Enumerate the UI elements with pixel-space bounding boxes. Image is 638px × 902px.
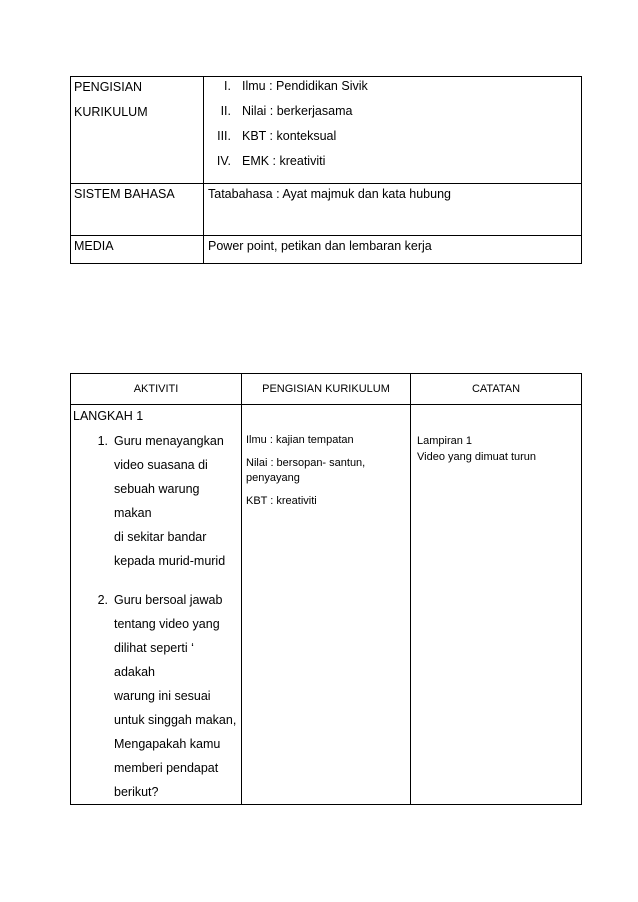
- activity-table: [70, 373, 582, 805]
- activity-header-row: [71, 374, 582, 405]
- step-line: Mengapakah kamu: [114, 737, 221, 751]
- header-pengisian-kurikulum: PENGISIAN KURIKULUM: [242, 374, 411, 405]
- step-line: sebuah warung makan: [114, 482, 200, 520]
- step-line: di sekitar bandar: [114, 530, 207, 544]
- row-sistem-bahasa: [71, 184, 582, 236]
- step-line: Guru menayangkan: [114, 434, 224, 448]
- kurikulum-ilmu: Ilmu : kajian tempatan: [246, 434, 354, 446]
- label-kurikulum: KURIKULUM: [74, 105, 148, 119]
- kurikulum-kbt: KBT : kreativiti: [246, 495, 317, 507]
- label-cell: [71, 77, 204, 184]
- activity-body-row: [71, 405, 582, 805]
- row-media: [71, 236, 582, 264]
- catatan-lampiran: Lampiran 1: [417, 435, 473, 447]
- item-number: III.: [217, 129, 231, 143]
- curriculum-list-cell: [204, 77, 582, 184]
- value-sistem-bahasa: Tatabahasa : Ayat majmuk dan kata hubung: [208, 187, 451, 201]
- kurikulum-nilai: Nilai : bersopan- santun, penyayang: [246, 457, 366, 484]
- step-item: [71, 588, 241, 804]
- step-line: video suasana di: [114, 458, 208, 472]
- step-line: Guru bersoal jawab: [114, 593, 223, 607]
- item-text: Nilai : berkerjasama: [242, 104, 353, 118]
- item-number: IV.: [216, 154, 231, 168]
- step-number: 1.: [97, 434, 108, 448]
- curriculum-item: [208, 101, 581, 126]
- item-text: KBT : konteksual: [242, 129, 337, 143]
- label-sistem-bahasa: SISTEM BAHASA: [74, 187, 175, 201]
- aktiviti-cell: [71, 405, 242, 805]
- step-line: untuk singgah makan,: [114, 713, 237, 727]
- step-line: memberi pendapat: [114, 761, 219, 775]
- langkah-title: LANGKAH 1: [73, 409, 144, 423]
- step-list: [71, 429, 241, 804]
- step-text: [114, 588, 238, 804]
- step-item: [71, 429, 241, 573]
- curriculum-item: [208, 126, 581, 151]
- step-line: tentang video yang: [114, 617, 220, 631]
- step-number: 2.: [97, 593, 108, 607]
- label-media: MEDIA: [74, 239, 114, 253]
- header-aktiviti: AKTIVITI: [71, 374, 242, 405]
- item-number: II.: [220, 104, 231, 118]
- item-number: I.: [224, 79, 231, 93]
- curriculum-item: [208, 77, 581, 101]
- lesson-info-table: [70, 76, 582, 264]
- step-line: berikut?: [114, 785, 159, 799]
- catatan-video: Video yang dimuat turun: [417, 451, 537, 463]
- step-line: dilihat seperti ‘ adakah: [114, 641, 194, 679]
- row-pengisian-kurikulum: [71, 77, 582, 184]
- step-text: [114, 429, 238, 573]
- step-line: warung ini sesuai: [114, 689, 211, 703]
- step-line: kepada murid-murid: [114, 554, 226, 568]
- item-text: Ilmu : Pendidikan Sivik: [242, 79, 368, 93]
- curriculum-item: [208, 151, 581, 176]
- catatan-cell: [411, 405, 582, 805]
- curriculum-list: [208, 77, 581, 176]
- header-catatan: CATATAN: [411, 374, 582, 405]
- label-pengisian: PENGISIAN: [74, 80, 143, 94]
- item-text: EMK : kreativiti: [242, 154, 326, 168]
- value-media: Power point, petikan dan lembaran kerja: [208, 239, 432, 253]
- kurikulum-cell: [242, 405, 411, 805]
